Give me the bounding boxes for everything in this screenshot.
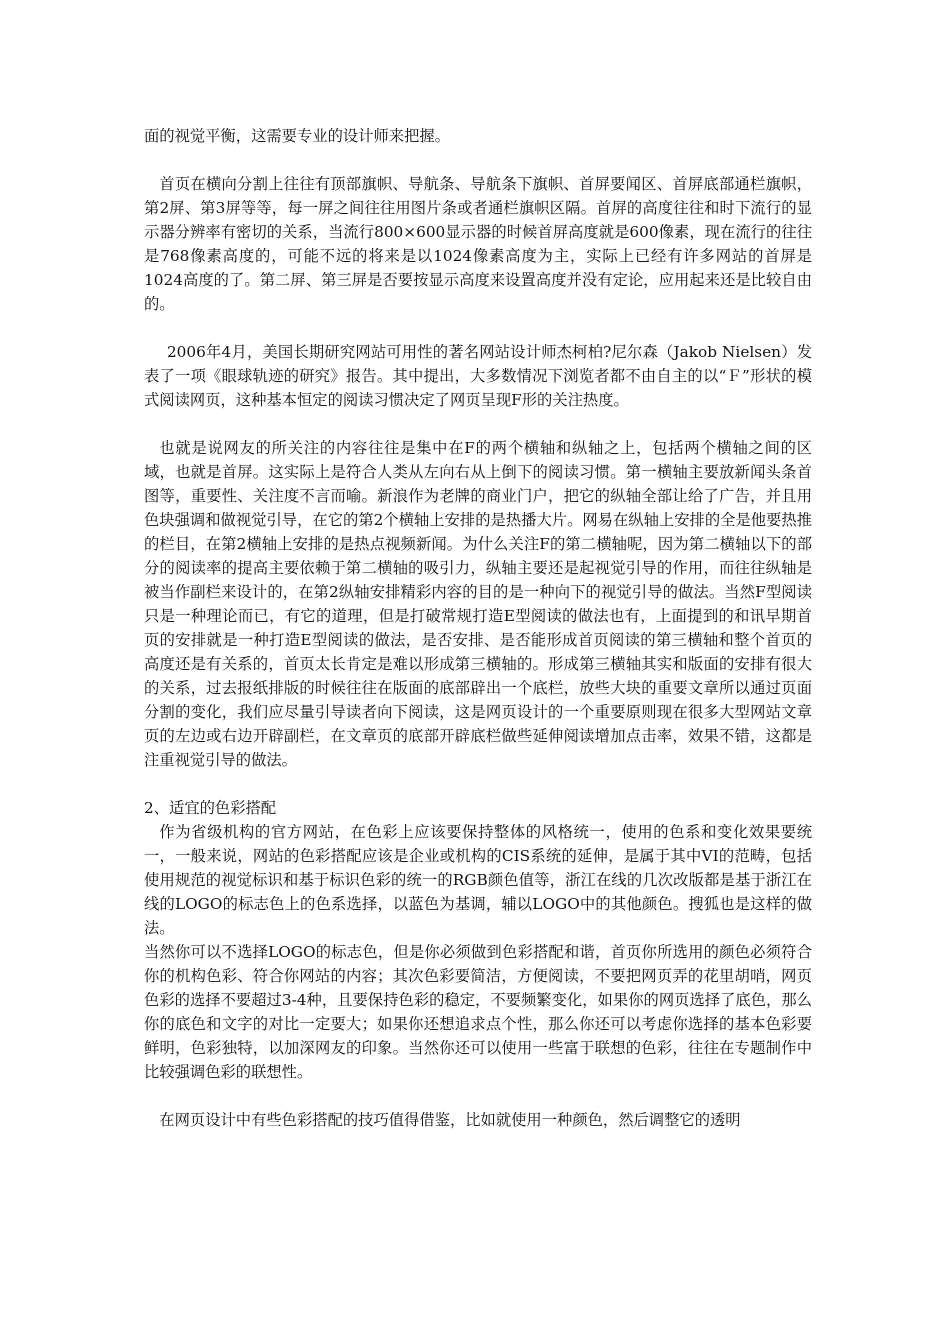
paragraph-spacer <box>144 412 812 436</box>
paragraph-homepage-division: 首页在横向分割上往往有顶部旗帜、导航条、导航条下旗帜、首屏要闻区、首屏底部通栏旗帜，第2屏、第3屏等等，每一屏之间往往用图片条或者通栏旗帜区隔。首屏的高度往往和时下流行的显示器分辨率有密切的关系，当流行800×600显示器的时候首屏高度就是600像素，现在流行的往往是768像素高度的，可能不远的将来是以1024像素高度为主，实际上已经有许多网站的首屏是1024高度的了。第二屏、第三屏是否要按显示高度来设置高度并没有定论，应用起来还是比较自由的。 <box>144 175 812 313</box>
paragraph-nielsen-study: 2006年4月，美国长期研究网站可用性的著名网站设计师杰柯柏?尼尔森（Jakob Nielsen）发表了一项《眼球轨迹的研究》报告。其中提出，大多数情况下浏览者都不由自主的以“Ｆ”形状的模式阅读网页，这种基本恒定的阅读习惯决定了网页呈现F形的关注热度。 <box>144 343 812 409</box>
paragraph-official-colors: 作为省级机构的官方网站，在色彩上应该要保持整体的风格统一，使用的色系和变化效果要统一，一般来说，网站的色彩搭配应该是企业或机构的CIS系统的延伸，是属于其中VI的范畴，包括使用规范的视觉标识和基于标识色彩的统一的RGB颜色值等，浙江在线的几次改版都是基于浙江在线的LOGO的标志色上的色系选择，以蓝色为基调，辅以LOGO中的其他颜色。搜狐也是这样的做法。 <box>144 823 812 937</box>
paragraph-visual-balance: 面的视觉平衡，这需要专业的设计师来把握。 <box>144 127 450 145</box>
paragraph-spacer <box>144 316 812 340</box>
paragraph-spacer <box>144 772 812 796</box>
paragraph-spacer <box>144 1084 812 1108</box>
paragraph-color-harmony: 当然你可以不选择LOGO的标志色，但是你必须做到色彩搭配和谐，首页你所选用的颜色必须符合你的机构色彩、符合你网站的内容；其次色彩要简洁，方便阅读，不要把网页弄的花里胡哨，网页色彩的选择不要超过3-4种，且要保持色彩的稳定，不要频繁变化，如果你的网页选择了底色，那么你的底色和文字的对比一定要大；如果你还想追求点个性，那么你还可以考虑你选择的基本色彩要鲜明，色彩独特，以加深网友的印象。当然你还可以使用一些富于联想的色彩，往往在专题制作中比较强调色彩的联想性。 <box>144 943 812 1081</box>
section-heading-color: 2、适宜的色彩搭配 <box>144 799 277 817</box>
paragraph-spacer <box>144 148 812 172</box>
paragraph-color-tips: 在网页设计中有些色彩搭配的技巧值得借鉴，比如就使用一种颜色，然后调整它的透明 <box>159 1111 741 1129</box>
document-body <box>144 124 812 1132</box>
paragraph-f-pattern: 也就是说网友的所关注的内容往往是集中在F的两个横轴和纵轴之上，包括两个横轴之间的区域，也就是首屏。这实际上是符合人类从左向右从上倒下的阅读习惯。第一横轴主要放新闻头条首图等，重要性、关注度不言而喻。新浪作为老牌的商业门户，把它的纵轴全部让给了广告，并且用色块强调和做视觉引导，在它的第2个横轴上安排的是热播大片。网易在纵轴上安排的全是他要热推的栏目，在第2横轴上安排的是热点视频新闻。为什么关注F的第二横轴呢，因为第二横轴以下的部分的阅读率的提高主要依赖于第二横轴的吸引力，纵轴主要还是起视觉引导的作用，而往往纵轴是被当作副栏来设计的，在第2纵轴安排精彩内容的目的是一种向下的视觉引导的做法。当然F型阅读只是一种理论而已，有它的道理，但是打破常规打造E型阅读的做法也有，上面提到的和讯早期首页的安排就是一种打造E型阅读的做法，是否安排、是否能形成首页阅读的第三横轴和整个首页的高度还是有关系的，首页太长肯定是难以形成第三横轴的。形成第三横轴其实和版面的安排有很大的关系，过去报纸排版的时候往往在版面的底部辟出一个底栏，放些大块的重要文章所以通过页面分割的变化，我们应尽量引导读者向下阅读，这是网页设计的一个重要原则现在很多大型网站文章页的左边或右边开辟副栏，在文章页的底部开辟底栏做些延伸阅读增加点击率，效果不错，这都是注重视觉引导的做法。 <box>144 439 812 769</box>
